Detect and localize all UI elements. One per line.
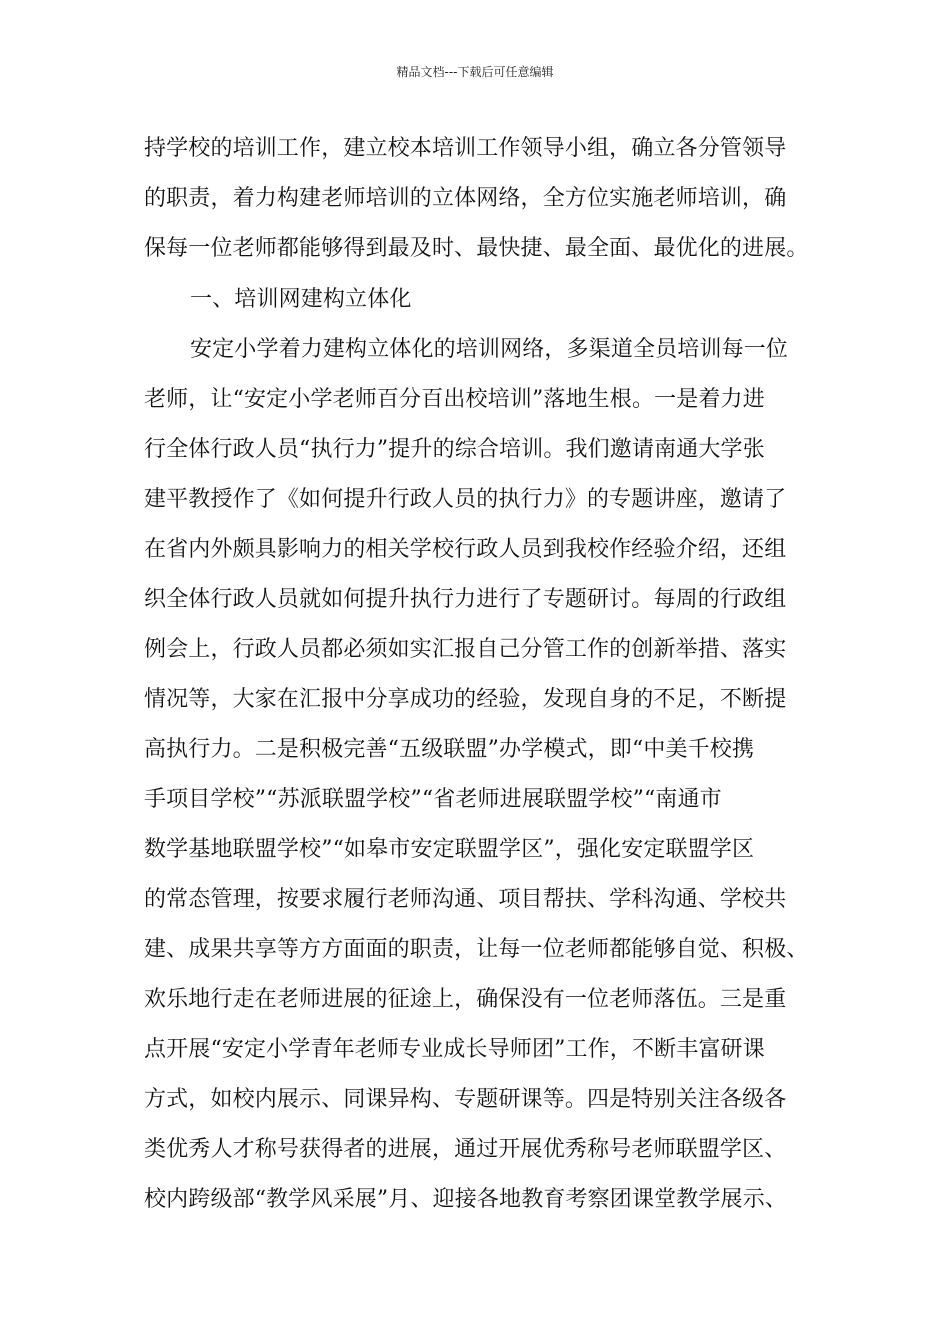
paragraph-line: 类优秀人才称号获得者的进展，通过开展优秀称号老师联盟学区、 xyxy=(144,1137,787,1162)
paragraph-line: 建平教授作了《如何提升行政人员的执行力》的专题讲座，邀请了 xyxy=(144,487,787,512)
paragraph-line: 点开展“安定小学青年老师专业成长导师团”工作，不断丰富研课 xyxy=(144,1037,765,1062)
paragraph-line: 行全体行政人员“执行力”提升的综合培训。我们邀请南通大学张 xyxy=(144,437,765,462)
paragraph-line: 欢乐地行走在老师进展的征途上，确保没有一位老师落伍。三是重 xyxy=(144,987,787,1012)
paragraph-line: 数学基地联盟学校”“如皋市安定联盟学区”，强化安定联盟学区 xyxy=(144,837,755,862)
paragraph-line: 织全体行政人员就如何提升执行力进行了专题研讨。每周的行政组 xyxy=(144,587,787,612)
paragraph-line: 老师，让“安定小学老师百分百出校培训”落地生根。一是着力进 xyxy=(144,387,765,412)
paragraph-line: 例会上，行政人员都必须如实汇报自己分管工作的创新举措、落实 xyxy=(144,637,787,662)
paragraph-line: 建、成果共享等方方面面的职责，让每一位老师都能够自觉、积极、 xyxy=(144,937,809,962)
paragraph-line: 的职责，着力构建老师培训的立体网络，全方位实施老师培训，确 xyxy=(144,186,787,211)
paragraph-line: 保每一位老师都能够得到最及时、最快捷、最全面、最优化的进展。 xyxy=(144,236,809,261)
paragraph-first-line: 安定小学着力建构立体化的培训网络，多渠道全员培训每一位 xyxy=(190,337,789,362)
paragraph-line: 持学校的培训工作，建立校本培训工作领导小组，确立各分管领导 xyxy=(144,136,787,161)
section-heading: 一、培训网建构立体化 xyxy=(190,287,412,312)
paragraph-line: 在省内外颇具影响力的相关学校行政人员到我校作经验介绍，还组 xyxy=(144,537,787,562)
paragraph-line: 情况等，大家在汇报中分享成功的经验，发现自身的不足，不断提 xyxy=(144,687,787,712)
paragraph-line: 的常态管理，按要求履行老师沟通、项目帮扶、学科沟通、学校共 xyxy=(144,887,787,912)
paragraph-line: 高执行力。二是积极完善“五级联盟”办学模式，即“中美千校携 xyxy=(144,737,755,762)
paragraph-line: 手项目学校”“苏派联盟学校”“省老师进展联盟学校”“南通市 xyxy=(144,787,722,812)
paragraph-line: 校内跨级部“教学风采展”月、迎接各地教育考察团课堂教学展示、 xyxy=(144,1187,787,1212)
paragraph-line: 方式，如校内展示、同课异构、专题研课等。四是特别关注各级各 xyxy=(144,1087,787,1112)
page-header: 精品文档---下载后可任意编辑 xyxy=(396,65,554,79)
